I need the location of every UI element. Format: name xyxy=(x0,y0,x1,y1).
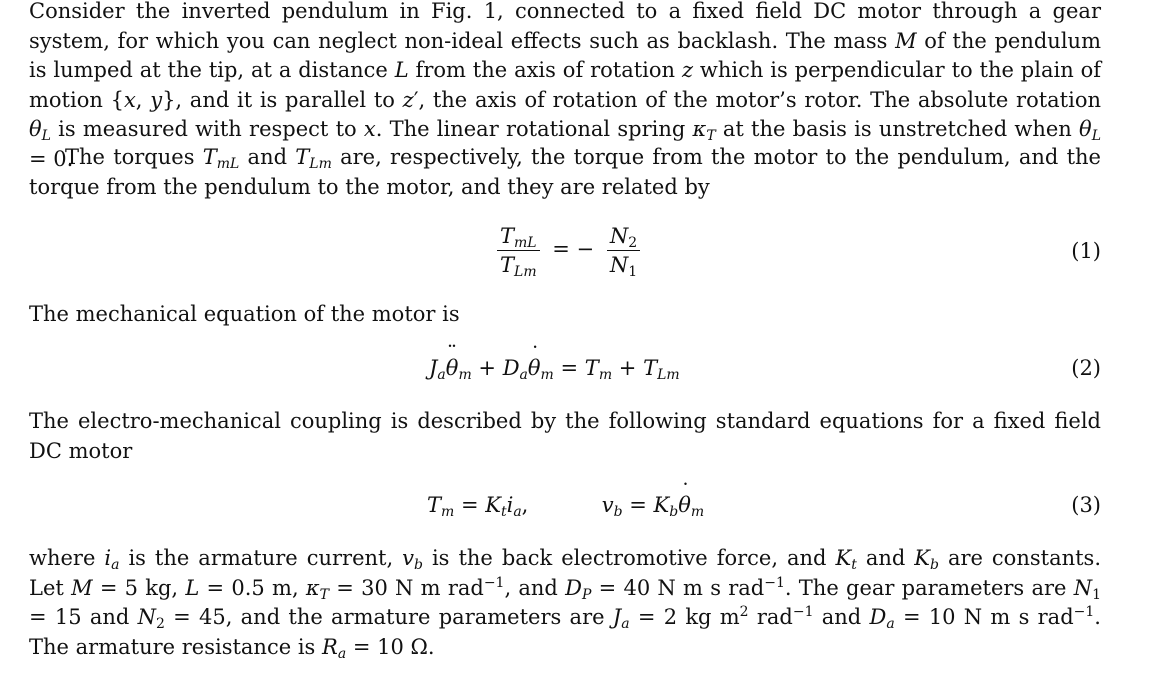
equation-3: $T_m = K_ti_a$, $v_b = K_b\theta$ $˙_m$ (3) xyxy=(29,491,1101,523)
paragraph-5: where $i_a$ is the armature current, $v_b$ is the back electromotive force, and $K_t$ and $K_b$ are constants. Let M = 5 kg, L = 0.5 m, $\kappa_T = 30$ N m rad$^{-1}$, and $D_P = 40$ N m s rad$^{-1}$. The gear parameters are $N_1 = 15$ and $N_2 = 45$, and the armature parameters are $J_a = 2$ kg $m^2$ rad$^{-1}$ and $D_a = 10$ N m s rad$^{-1}$. The armature resistance is $R_a = 10$ Ω. xyxy=(29,546,1102,662)
equation-number-2: (2) xyxy=(1071,356,1101,380)
eq1-right-fraction: $\frac{N_2}{N_1}$ xyxy=(607,222,640,279)
equation-2: $J_a\theta$ $¨_m + D_a\theta$ $˙_m = T_m + T_{Lm}$ (2) xyxy=(29,354,1101,386)
paragraph-1: Consider the inverted pendulum in Fig. 1, connected to a fixed field DC motor through a gear system, for which you can neglect non-ideal effects such as backlash. The mass M of the pendulum is lumped at the tip, at a distance L from the axis of rotation z which is perpendicular to the plain of motion {x, y}, and it is parallel to z′, the axis of rotation of the motor’s rotor. The absolute rotation $\theta_L$ is measured with respect to x. The linear rotational spring $\kappa_T$ at the basis is unstretched when $\theta_L = 0$. xyxy=(29,0,1102,171)
paragraph-3: The mechanical equation of the motor is xyxy=(29,302,460,326)
paragraph-4: The electro-mechanical coupling is described by the following standard equations for a fixed field DC motor xyxy=(29,409,1101,463)
paragraph-2: The torques $T_{mL}$ and $T_{Lm}$ are, respectively, the torque from the motor to the pendulum, and the torque from the pendulum to the motor, and they are related by xyxy=(29,145,1101,199)
equation-number-3: (3) xyxy=(1071,493,1101,517)
equation-number-1: (1) xyxy=(1071,239,1101,263)
eq1-left-fraction: $\frac{T_{mL}}{T_{Lm}}$ xyxy=(497,222,540,279)
equation-1: $\frac{T_{mL}}{T_{Lm}}$ = − $\frac{N_2}{N_1}$ (1) xyxy=(29,222,1101,286)
